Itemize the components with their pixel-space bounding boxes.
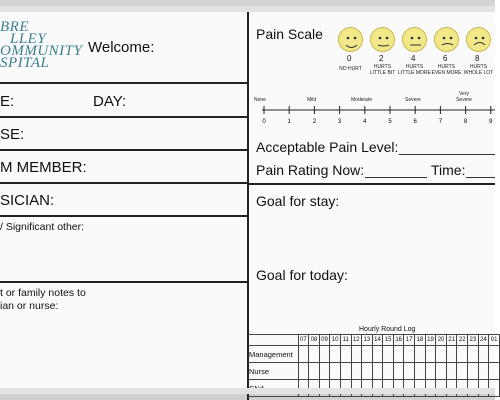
log-row	[248, 363, 500, 380]
log-cell[interactable]	[425, 363, 436, 380]
logo-line-4: SPITAL	[0, 55, 50, 71]
log-cell[interactable]	[425, 346, 436, 363]
notes-label-line-2: ian or nurse:	[0, 300, 59, 312]
log-hour-header: 24	[478, 335, 489, 346]
log-hour-header: 21	[446, 335, 457, 346]
log-hour-header: 16	[393, 335, 404, 346]
pain-face-caption-line: HURTS	[405, 64, 424, 70]
log-cell[interactable]	[478, 363, 489, 380]
pain-face-number: 0	[347, 54, 352, 63]
time-line[interactable]	[466, 177, 495, 178]
log-cell[interactable]	[372, 363, 383, 380]
left-divider-5	[0, 215, 248, 217]
log-hour-header: 22	[457, 335, 468, 346]
pain-face-caption-line: EVEN MORE	[431, 70, 462, 76]
log-row	[248, 346, 500, 363]
ruler-number: 3	[337, 119, 342, 125]
log-row-label: Management	[248, 346, 298, 363]
pain-face-caption-line: LITTLE BIT	[369, 70, 396, 76]
pain-face-caption-line: LITTLE MORE	[398, 70, 431, 76]
pain-rating-now-label: Pain Rating Now:	[256, 162, 365, 178]
hospital-logo	[0, 21, 82, 69]
pain-face-number: 4	[411, 54, 416, 63]
log-cell[interactable]	[404, 363, 415, 380]
log-cell[interactable]	[393, 363, 404, 380]
severity-severe: Severe	[405, 97, 421, 103]
pain-face-caption	[429, 64, 464, 76]
significant-other-label: / Significant other:	[0, 221, 85, 233]
goal-for-today-label: Goal for today:	[256, 267, 348, 283]
log-cell[interactable]	[309, 363, 320, 380]
log-cell[interactable]	[340, 363, 351, 380]
pain-face-8-icon	[466, 27, 491, 52]
left-divider-3	[0, 149, 248, 151]
severity-mild: Mild	[307, 97, 317, 103]
board-frame-bottom	[0, 388, 495, 394]
log-cell[interactable]	[330, 346, 341, 363]
ruler-number: 1	[287, 119, 291, 125]
left-divider-4	[0, 182, 248, 184]
log-hour-header: 20	[436, 335, 447, 346]
log-cell[interactable]	[446, 346, 457, 363]
pain-face-caption-line: NO HURT	[339, 66, 362, 72]
pain-scale-title: Pain Scale	[256, 26, 323, 42]
left-divider-1	[0, 82, 248, 84]
pain-face-number: 6	[443, 54, 448, 63]
pain-rating-now-line[interactable]	[365, 177, 427, 178]
pain-face-caption-line: WHOLE LOT	[463, 70, 494, 76]
log-cell[interactable]	[340, 346, 351, 363]
pain-face-6-icon	[434, 27, 459, 52]
log-cell[interactable]	[457, 363, 468, 380]
log-cell[interactable]	[478, 346, 489, 363]
log-cell[interactable]	[383, 363, 394, 380]
pain-face-number: 8	[475, 54, 480, 63]
log-cell[interactable]	[298, 363, 309, 380]
right-divider-1	[248, 183, 495, 185]
ruler-number: 0	[262, 119, 266, 125]
log-hour-header: 09	[319, 335, 330, 346]
pain-face-caption-line: HURTS	[437, 64, 456, 70]
log-hour-header: 17	[404, 335, 415, 346]
severity-moderate: Moderate	[351, 97, 373, 103]
log-cell[interactable]	[330, 363, 341, 380]
logo-line-3: OMMUNITY	[0, 43, 83, 59]
pain-face-number: 2	[379, 54, 384, 63]
ruler-number: 7	[438, 119, 443, 125]
log-hour-header: 13	[362, 335, 373, 346]
log-hour-header: 08	[309, 335, 320, 346]
ruler-number: 9	[489, 119, 493, 125]
log-cell[interactable]	[446, 363, 457, 380]
logo-line-2: LLEY	[10, 31, 47, 47]
log-cell[interactable]	[319, 346, 330, 363]
log-hour-header: 12	[351, 335, 362, 346]
log-hour-header: 10	[330, 335, 341, 346]
pain-face-caption	[365, 64, 400, 76]
log-cell[interactable]	[298, 346, 309, 363]
log-cell[interactable]	[393, 346, 404, 363]
pain-face-caption	[461, 64, 496, 76]
log-hour-header: 19	[425, 335, 436, 346]
log-cell[interactable]	[351, 363, 362, 380]
log-cell[interactable]	[468, 346, 479, 363]
severity-none: None	[254, 97, 266, 103]
day-label: DAY:	[93, 93, 127, 110]
log-cell[interactable]	[383, 346, 394, 363]
hourly-log-title: Hourly Round Log	[359, 326, 416, 333]
log-cell[interactable]	[457, 346, 468, 363]
pain-face-caption	[397, 64, 432, 76]
welcome-label: Welcome:	[88, 39, 155, 56]
acceptable-pain-label: Acceptable Pain Level:	[256, 139, 399, 155]
log-hour-header: 07	[298, 335, 309, 346]
log-hour-header: 15	[383, 335, 394, 346]
pain-face-0-icon	[338, 27, 363, 52]
log-corner-cell	[248, 335, 298, 346]
pain-face-4-icon	[402, 27, 427, 52]
ruler-number: 8	[463, 119, 468, 125]
ruler-number: 5	[388, 119, 392, 125]
log-cell[interactable]	[415, 363, 426, 380]
left-divider-6	[0, 281, 248, 283]
log-cell[interactable]	[362, 346, 373, 363]
log-cell[interactable]	[468, 363, 479, 380]
pain-face-caption	[333, 66, 368, 72]
log-hour-header: 23	[468, 335, 479, 346]
time-label: Time:	[431, 162, 466, 178]
log-hour-header: 18	[415, 335, 426, 346]
log-cell[interactable]	[372, 346, 383, 363]
nurse-label: SE:	[0, 126, 25, 143]
acceptable-pain-line[interactable]	[399, 154, 495, 155]
log-cell[interactable]	[489, 346, 500, 363]
notes-label-line-1: t or family notes to	[0, 287, 86, 299]
ruler-number: 6	[413, 119, 417, 125]
log-cell[interactable]	[319, 363, 330, 380]
log-hour-header: 01	[489, 335, 500, 346]
log-cell[interactable]	[404, 346, 415, 363]
pain-face-2-icon	[370, 27, 395, 52]
log-row-label: Nurse	[248, 363, 298, 380]
severity-very-severe: Very Severe	[456, 91, 472, 103]
log-cell[interactable]	[309, 346, 320, 363]
logo-line-1: BRE	[0, 19, 29, 35]
log-header-row	[248, 335, 500, 346]
log-cell[interactable]	[436, 363, 447, 380]
log-cell[interactable]	[436, 346, 447, 363]
ruler-number: 4	[363, 119, 367, 125]
log-cell[interactable]	[362, 363, 373, 380]
team-member-label: M MEMBER:	[0, 159, 87, 176]
physician-label: SICIAN:	[0, 192, 55, 209]
pain-face-caption-line: HURTS	[469, 64, 488, 70]
log-cell[interactable]	[351, 346, 362, 363]
left-divider-2	[0, 116, 248, 118]
log-cell[interactable]	[489, 363, 500, 380]
pain-ruler	[256, 104, 495, 128]
ruler-number: 2	[312, 119, 317, 125]
log-hour-header: 14	[372, 335, 383, 346]
pain-face-caption-line: HURTS	[373, 64, 392, 70]
log-hour-header: 11	[340, 335, 351, 346]
log-cell[interactable]	[415, 346, 426, 363]
date-label: E:	[0, 93, 15, 110]
goal-for-stay-label: Goal for stay:	[256, 193, 340, 209]
